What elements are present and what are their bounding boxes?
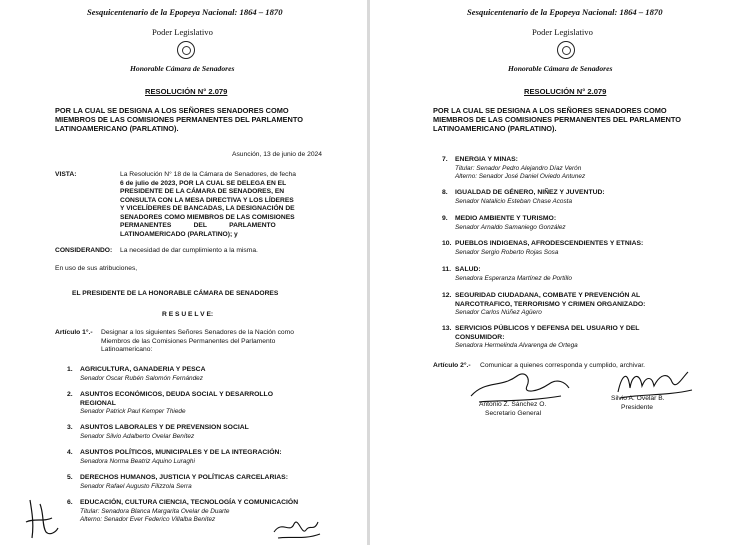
item-member: Senador Carlos Núñez Agüero	[455, 309, 542, 316]
fecha: Asunción, 13 de junio de 2024	[232, 151, 322, 158]
firmante-presidente-nombre: Silvio A. Ovelar B.	[611, 395, 665, 402]
item-title: ENERGIA Y MINAS:	[455, 156, 518, 163]
articulo1-text	[101, 329, 341, 355]
item-member: Senador Rafael Augusto Filizzola Serra	[80, 482, 192, 490]
initials-signature-left	[22, 492, 62, 542]
item-title: NARCOTRAFICO, TERRORISMO Y CRIMEN ORGANIZADO:	[455, 300, 646, 308]
vista-line: PERMANENTES DEL PARLAMENTO	[120, 222, 276, 229]
heading-line: LATINOAMERICANO (PARLATINO).	[55, 124, 179, 133]
item-title: MEDIO AMBIENTE Y TURISMO:	[455, 215, 557, 222]
resuelve: R E S U E L V E:	[162, 311, 214, 318]
committee-item	[442, 156, 732, 181]
item-number: 5.	[67, 474, 73, 481]
item-member: Senador Natalicio Esteban Chase Acosta	[455, 197, 572, 205]
vista-line: La Resolución N° 18 de la Cámara de Senadores, de fecha	[120, 171, 296, 178]
item-title: ASUNTOS POLÍTICOS, MUNICIPALES Y DE LA INTEGRACIÓN:	[80, 449, 282, 456]
vista-label: VISTA:	[55, 171, 77, 178]
item-member: Senador Patrick Paul Kemper Thiede	[80, 408, 186, 415]
vista-line: LATINOAMERICADO (PARLATINO); y	[120, 230, 238, 238]
heading-line: LATINOAMERICANO (PARLATINO).	[433, 124, 557, 133]
item-title: SEGURIDAD CIUDADANA, COMBATE Y PREVENCIÓN AL	[455, 292, 641, 299]
item-member: Alterno: Senador Ever Federico Villalba Benítez	[80, 515, 216, 523]
item-title: EDUCACIÓN, CULTURA CIENCIA, TECNOLOGÍA Y COMUNICACIÓN	[80, 499, 299, 506]
seal-icon	[557, 41, 575, 59]
resolution-heading	[433, 106, 733, 133]
item-member: Senadora Hermelinda Alvarenga de Ortega	[455, 342, 578, 349]
committee-item	[67, 474, 357, 491]
item-member: Senadora Norma Beatriz Aquino Luraghi	[80, 457, 195, 465]
item-member: Senador Oscar Rubén Salomón Fernández	[80, 374, 203, 382]
item-number: 7.	[442, 156, 448, 163]
vista-line: CONSULTA CON LA MESA DIRECTIVA Y LOS LÍDERES	[120, 196, 294, 204]
firmante-secretario-cargo: Secretario General	[485, 410, 542, 417]
committee-item	[442, 325, 732, 350]
item-title: PUEBLOS INDIGENAS, AFRODESCENDIENTES Y ETNIAS:	[455, 240, 644, 247]
committee-item	[442, 189, 732, 206]
initials-signature-right	[270, 510, 330, 542]
item-member: Titular: Senador Pedro Alejandro Díaz Verón	[455, 164, 582, 172]
poder-legislativo: Poder Legislativo	[152, 27, 213, 37]
firmante-secretario-nombre: Antonio Z. Sánchez O.	[479, 401, 547, 408]
banner-text: Sesquicentenario de la Epopeya Nacional: 1864 – 1870	[467, 7, 663, 17]
item-number: 10.	[442, 240, 452, 247]
committee-item	[442, 266, 732, 283]
item-member: Senador Silvio Adalberto Ovelar Benítez	[80, 432, 195, 440]
item-title: SERVICIOS PÚBLICOS Y DEFENSA DEL USUARIO Y DEL	[455, 325, 640, 332]
item-title: IGUALDAD DE GÉNERO, NIÑEZ Y JUVENTUD:	[455, 189, 605, 196]
item-title: ASUNTOS ECONÓMICOS, DEUDA SOCIAL Y DESARROLLO	[80, 391, 273, 398]
committee-item	[67, 449, 357, 466]
resolution-number: RESOLUCIÓN N° 2.079	[524, 87, 607, 96]
en-uso: En uso de sus atribuciones,	[55, 265, 138, 272]
item-number: 11.	[442, 266, 452, 273]
item-number: 3.	[67, 424, 73, 431]
item-title: ASUNTOS LABORALES Y DE PREVENSION SOCIAL	[80, 424, 249, 431]
articulo2-label: Artículo 2°.-	[433, 362, 471, 369]
considerando-label: CONSIDERANDO:	[55, 247, 113, 254]
presidente-heading: EL PRESIDENTE DE LA HONORABLE CÁMARA DE SENADORES	[72, 290, 279, 297]
heading-line: POR LA CUAL SE DESIGNA A LOS SEÑORES SENADORES COMO	[433, 106, 667, 115]
item-member: Alterno: Senador José Daniel Oviedo Antunez	[455, 172, 586, 180]
item-title: DERECHOS HUMANOS, JUSTICIA Y POLÍTICAS CARCELARIAS:	[80, 474, 288, 481]
vista-line: Y VICELÍDERES DE BANCADAS, LA DESIGNACIÓN DE	[120, 205, 295, 212]
item-number: 13.	[442, 325, 452, 332]
item-title: AGRICULTURA, GANADERIA Y PESCA	[80, 366, 206, 373]
banner-text: Sesquicentenario de la Epopeya Nacional: 1864 – 1870	[87, 7, 283, 17]
item-title: SALUD:	[455, 266, 481, 273]
resolution-number: RESOLUCIÓN N° 2.079	[145, 87, 228, 96]
item-number: 8.	[442, 189, 448, 196]
item-number: 6.	[67, 499, 73, 506]
honorable-camara: Honorable Cámara de Senadores	[130, 64, 235, 73]
committee-item	[442, 240, 732, 257]
item-member: Senador Arnaldo Samaniego González	[455, 223, 566, 231]
resolution-page-2	[370, 0, 737, 545]
considerando-text: La necesidad de dar cumplimiento a la misma.	[120, 247, 258, 254]
vista-line: SENADORES COMO MIEMBROS DE LAS COMISIONES	[120, 213, 295, 221]
articulo1-line: Latinoamericano:	[101, 346, 153, 353]
item-member: Senadora Esperanza Martínez de Portillo	[455, 274, 572, 282]
committee-item	[442, 292, 732, 317]
firmante-presidente-cargo: Presidente	[621, 404, 653, 411]
poder-legislativo: Poder Legislativo	[532, 27, 593, 37]
heading-line: POR LA CUAL SE DESIGNA A LOS SEÑORES SENADORES COMO	[55, 106, 289, 115]
committee-item	[67, 391, 357, 416]
item-number: 2.	[67, 391, 73, 398]
item-member: Titular: Senadora Blanca Margarita Ovelar de Duarte	[80, 507, 230, 515]
vista-line: 6 de julio de 2023, POR LA CUAL SE DELEGA EN EL	[120, 179, 287, 187]
heading-line: MIEMBROS DE LAS COMISIONES PERMANENTES DEL PARLAMENTO	[55, 115, 304, 124]
heading-line: MIEMBROS DE LAS COMISIONES PERMANENTES DEL PARLAMENTO	[433, 115, 682, 124]
resolution-heading	[55, 106, 355, 133]
item-number: 9.	[442, 215, 448, 222]
committee-item	[67, 424, 357, 441]
seal-icon	[177, 41, 195, 59]
item-member: Senador Sergio Roberto Rojas Sosa	[455, 248, 559, 256]
honorable-camara: Honorable Cámara de Senadores	[508, 64, 613, 73]
articulo2-text: Comunicar a quienes corresponda y cumplido, archivar.	[480, 362, 646, 369]
articulo1-line: Miembros de las Comisiones Permanentes del Parlamento	[101, 337, 276, 345]
item-title: CONSUMIDOR:	[455, 333, 505, 341]
vista-text	[120, 171, 320, 239]
item-number: 4.	[67, 449, 73, 456]
articulo1-line: Designar a los siguientes Señores Senadores de la Nación como	[101, 329, 294, 336]
committee-item	[67, 366, 357, 383]
articulo1-label: Artículo 1°.-	[55, 329, 93, 336]
resolution-page-1	[0, 0, 367, 545]
vista-line: PRESIDENTE DE LA CÁMARA DE SENADORES, EN	[120, 188, 285, 195]
item-number: 12.	[442, 292, 452, 299]
committee-item	[442, 215, 732, 232]
item-number: 1.	[67, 366, 73, 373]
item-title: REGIONAL	[80, 399, 116, 407]
